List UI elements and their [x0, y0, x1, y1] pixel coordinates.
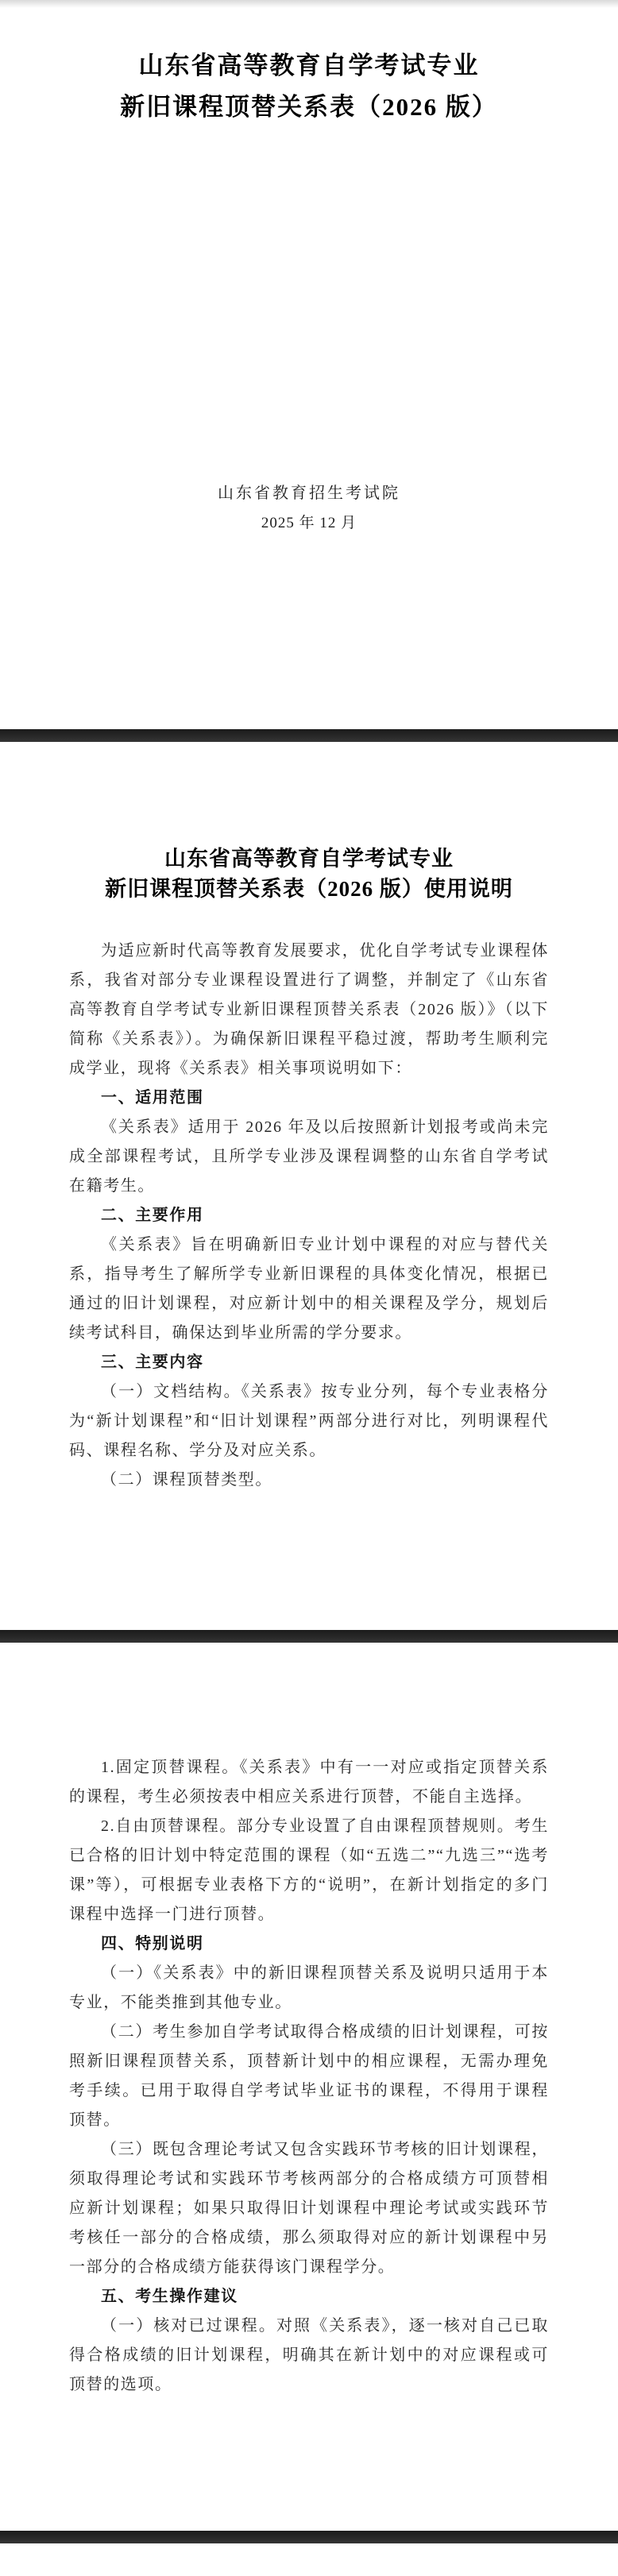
instructions-body — [69, 937, 549, 1495]
paragraph: （一）核对已过课程。对照《关系表》，逐一核对自己已取得合格成绩的旧计划课程，明确其在新计划中的对应课程或可顶替的选项。 — [69, 2317, 549, 2393]
section-heading: 五、考生操作建议 — [101, 2288, 238, 2305]
instructions-page-1 — [0, 742, 618, 1630]
paragraph: （一）《关系表》中的新旧课程顶替关系及说明只适用于本专业，不能类推到其他专业。 — [69, 1964, 549, 2011]
page-separator — [0, 2531, 618, 2543]
paragraph: 2.自由顶替课程。部分专业设置了自由课程顶替规则。考生已合格的旧计划中特定范围的课程（如“五选二”“九选三”“选考课”等），可根据专业表格下方的“说明”，在新计划指定的多门课程中选择一门进行顶替。 — [69, 1817, 549, 1923]
instructions-title-line1: 山东省高等教育自学考试专业 — [164, 847, 454, 871]
next-page-partial — [0, 2543, 618, 2576]
section-heading: 二、主要作用 — [101, 1207, 204, 1224]
paragraph: 为适应新时代高等教育发展要求，优化自学考试专业课程体系，我省对部分专业课程设置进行了调整，并制定了《山东省高等教育自学考试专业新旧课程顶替关系表（2026 版）》（以下简称《关系表》）。为确保新旧课程平稳过渡，帮助考生顺利完成学业，现将《关系表》相关事项说明如下： — [69, 942, 549, 1077]
instructions-page-2 — [0, 1643, 618, 2531]
page-separator — [0, 729, 618, 742]
paragraph: 1.固定顶替课程。《关系表》中有一一对应或指定顶替关系的课程，考生必须按表中相应关系进行顶替，不能自主选择。 — [69, 1759, 549, 1806]
cover-issuer: 山东省教育招生考试院 — [218, 485, 400, 502]
page-separator — [0, 1630, 618, 1643]
paragraph: 《关系表》适用于 2026 年及以后按照新计划报考或尚未完成全部课程考试，且所学专业涉及课程调整的山东省自学考试在籍考生。 — [69, 1118, 549, 1195]
paragraph: （二）课程顶替类型。 — [101, 1471, 272, 1489]
paragraph: （三）既包含理论考试又包含实践环节考核的旧计划课程，须取得理论考试和实践环节考核两部分的合格成绩方可顶替相应新计划课程；如果只取得旧计划课程中理论考试或实践环节考核任一部分的合格成绩，那么须取得对应的新计划课程中另一部分的合格成绩方能获得该门课程学分。 — [69, 2141, 549, 2276]
section-heading: 三、主要内容 — [101, 1354, 204, 1371]
cover-title-line2: 新旧课程顶替关系表（2026 版） — [120, 93, 498, 121]
cover-title — [0, 45, 618, 128]
section-heading: 一、适用范围 — [101, 1089, 204, 1106]
instructions-title — [69, 742, 549, 904]
cover-page — [0, 0, 618, 729]
instructions-body-continued — [69, 1643, 549, 2400]
section-heading: 四、特别说明 — [101, 1935, 204, 1952]
instructions-title-line2: 新旧课程顶替关系表（2026 版）使用说明 — [105, 877, 513, 901]
cover-title-line1: 山东省高等教育自学考试专业 — [138, 52, 480, 79]
paragraph: （一）文档结构。《关系表》按专业分列，每个专业表格分为“新计划课程”和“旧计划课程”两部分进行对比，列明课程代码、课程名称、学分及对应关系。 — [69, 1383, 549, 1459]
paragraph: 《关系表》旨在明确新旧专业计划中课程的对应与替代关系，指导考生了解所学专业新旧课程的具体变化情况，根据已通过的旧计划课程，对应新计划中的相关课程及学分，规划后续考试科目，确保达到毕业所需的学分要求。 — [69, 1236, 549, 1342]
cover-date: 2025 年 12 月 — [261, 515, 357, 531]
paragraph: （二）考生参加自学考试取得合格成绩的旧计划课程，可按照新旧课程顶替关系，顶替新计划中的相应课程，无需办理免考手续。已用于取得自学考试毕业证书的课程，不得用于课程顶替。 — [69, 2023, 549, 2129]
